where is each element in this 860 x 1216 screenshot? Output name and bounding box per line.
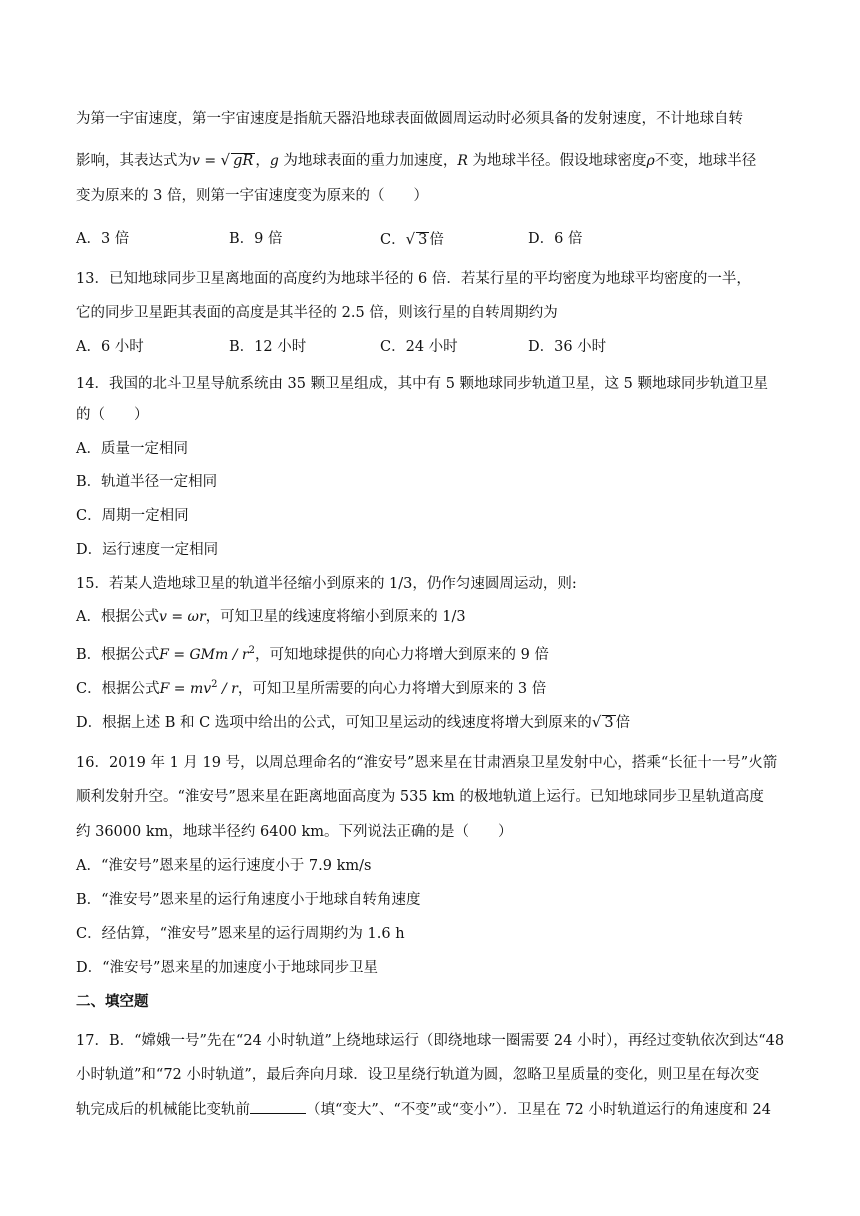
q12-option-b: B．9 倍 [229,231,283,247]
q12-option-d: D．6 倍 [528,231,583,247]
formula-gR: gR [233,153,254,169]
q13-option-c: C．24 小时 [380,339,458,355]
q16-option-b: B．“淮安号”恩来星的运行角速度小于地球自转角速度 [76,892,421,908]
q12-option-a: A．3 倍 [76,231,130,247]
q16-stem-line-3: 约 36000 km，地球半径约 6400 km。下列说法正确的是（ ） [76,824,513,840]
q13-option-b: B．12 小时 [229,339,307,355]
q12-stem-line-2: 影响，其表达式为v = √ gR ，g 为地球表面的重力加速度，R 为地球半径。假设地球密度ρ不变，地球半径 [76,151,757,169]
q17-stem-line-1: 17．B．“嫦娥一号”先在“24 小时轨道”上绕地球运行（即绕地球一圈需要 24 小时），再经过变轨依次到达“48 [76,1033,785,1049]
q15-option-c: C．根据公式$F = mv^2 / r$，可知卫星所需要的向心力将增大到原来的 3 倍 [76,679,547,697]
q14-option-a: A．质量一定相同 [76,441,188,457]
q15-option-a: A．根据公式v = ωr，可知卫星的线速度将缩小到原来的 1/3 [76,609,466,625]
q14-stem-line-1: 14．我国的北斗卫星导航系统由 35 颗卫星组成，其中有 5 颗地球同步轨道卫星，这 5 颗地球同步轨道卫星 [76,376,769,392]
q14-option-c: C．周期一定相同 [76,508,189,524]
q17-stem-line-3: 轨完成后的机械能比变轨前 （填“变大”、“不变”或“变小”）．卫星在 72 小时轨道运行的角速度和 24 [76,1099,771,1120]
q16-stem-line-2: 顺利发射升空。“淮安号”恩来星在距离地面高度为 535 km 的极地轨道上运行。已知地球同步卫星轨道高度 [76,789,764,805]
q14-option-d: D．运行速度一定相同 [76,542,219,558]
q16-option-c: C．经估算，“淮安号”恩来星的运行周期约为 1.6 h [76,926,405,942]
q13-option-a: A．6 小时 [76,339,144,355]
q14-stem-line-2: 的（ ） [76,407,149,423]
q14-option-b: B．轨道半径一定相同 [76,474,218,490]
q17-stem-line-2: 小时轨道”和“72 小时轨道”，最后奔向月球．设卫星绕行轨道为圆，忽略卫星质量的变化，则卫星在每次变 [76,1067,760,1083]
q13-stem-line-1: 13．已知地球同步卫星离地面的高度约为地球半径的 6 倍．若某行星的平均密度为地球平均密度的一半， [76,271,751,287]
section-heading-fill-in: 二、填空题 [76,993,149,1010]
answer-blank[interactable] [250,1099,306,1114]
q13-option-d: D．36 小时 [528,339,607,355]
q16-stem-line-1: 16．2019 年 1 月 19 号，以周总理命名的“淮安号”恩来星在甘肃酒泉卫星发射中心，搭乘“长征十一号”火箭 [76,755,778,771]
q15-option-d: D．根据上述 B 和 C 选项中给出的公式，可知卫星运动的线速度将增大到原来的√ 3 倍 [76,713,631,731]
formula-v: v = [192,153,221,169]
sqrt-icon: √ [405,230,416,248]
q16-option-d: D．“淮安号”恩来星的加速度小于地球同步卫星 [76,960,378,976]
q16-option-a: A．“淮安号”恩来星的运行速度小于 7.9 km/s [76,858,372,874]
sqrt-icon: √ [220,151,231,169]
q15-option-b: B．根据公式F = GMm / $r^2$，可知地球提供的向心力将增大到原来的 9 倍 [76,645,549,663]
q15-stem: 15．若某人造地球卫星的轨道半径缩小到原来的 1/3，仍作匀速圆周运动，则: [76,576,577,592]
q12-option-c: C．√ 3 倍 [380,230,444,248]
q12-stem-line-1: 为第一宇宙速度，第一宇宙速度是指航天器沿地球表面做圆周运动时必须具备的发射速度，不计地球自转 [76,111,743,127]
sqrt-icon: √ [591,713,602,731]
q12-stem-line-3: 变为原来的 3 倍，则第一宇宙速度变为原来的（ ） [76,188,428,204]
q13-stem-line-2: 它的同步卫星距其表面的高度是其半径的 2.5 倍，则该行星的自转周期约为 [76,305,558,321]
